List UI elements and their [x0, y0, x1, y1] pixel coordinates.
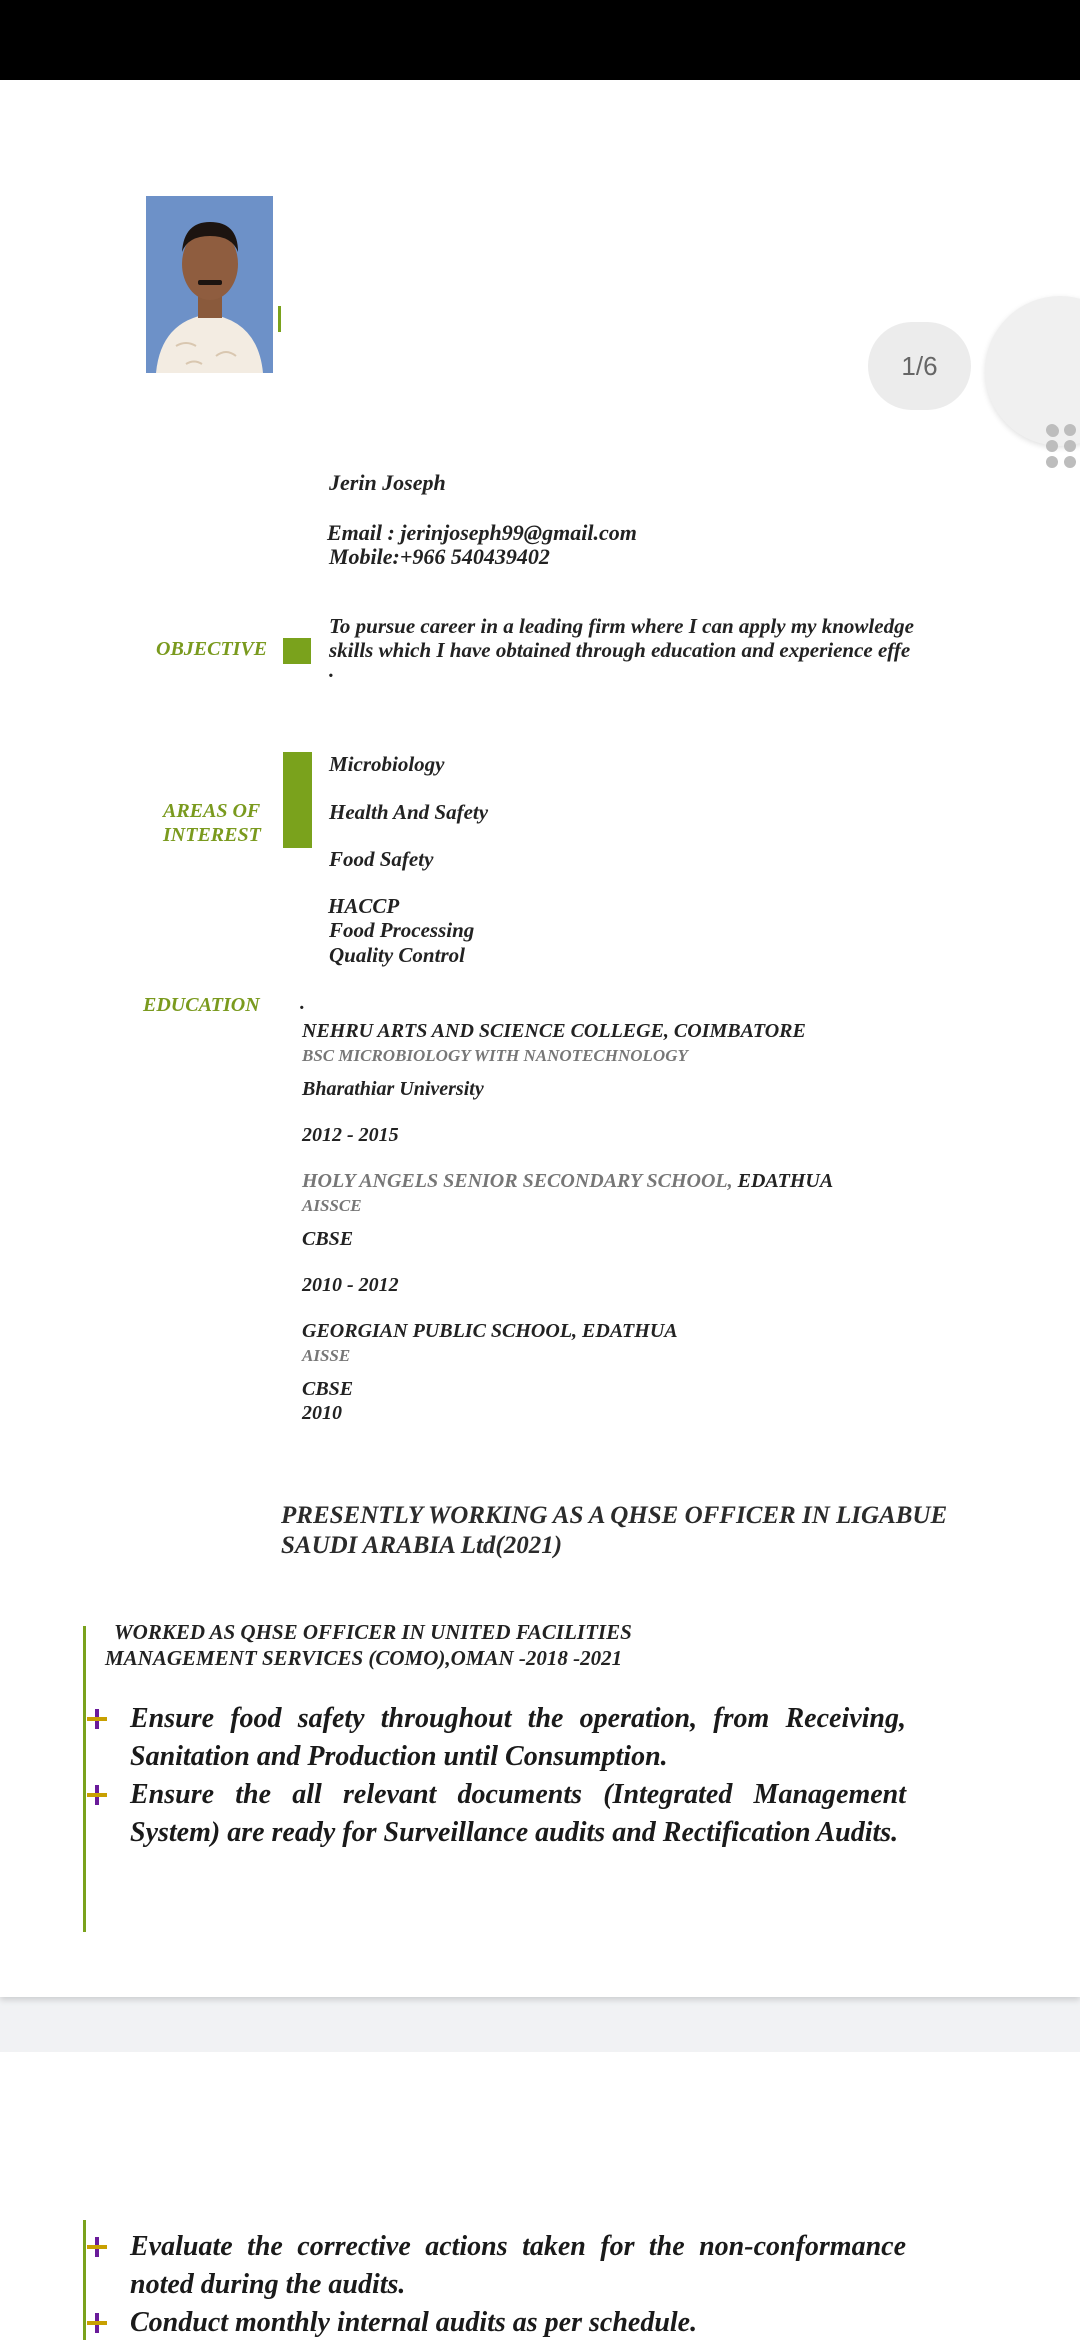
edu3-exam: AISSE — [302, 1346, 351, 1365]
mobile-line: Mobile:+966 540439402 — [329, 544, 550, 569]
plus-bullet-icon — [86, 1708, 108, 1730]
list-item: Evaluate the corrective actions taken for the non-conformance noted during the audits. — [86, 2228, 906, 2304]
grid-dots-icon — [1046, 424, 1080, 474]
email-line: Email : jerinjoseph99@gmail.com — [327, 520, 637, 545]
interest-item: Food Processing — [329, 918, 475, 942]
present-job-line-1: PRESENTLY WORKING AS A QHSE OFFICER IN LIGABUE — [281, 1502, 948, 1529]
present-job-line-2: SAUDI ARABIA Ltd(2021) — [281, 1532, 563, 1559]
plus-bullet-icon — [86, 2312, 108, 2334]
edu2-school-part1: HOLY ANGELS SENIOR SECONDARY SCHOOL, — [302, 1170, 733, 1192]
interest-item: Microbiology — [329, 752, 445, 776]
areas-accent-bar — [283, 752, 312, 848]
status-bar — [0, 0, 1080, 80]
edu3-school: GEORGIAN PUBLIC SCHOOL, EDATHUA — [302, 1320, 678, 1342]
edu2-years: 2010 - 2012 — [302, 1274, 399, 1296]
profile-photo — [146, 196, 273, 373]
duties-list-page-2 — [86, 2228, 906, 2340]
areas-label-line-1: AREAS OF — [163, 800, 261, 822]
plus-bullet-icon — [86, 2236, 108, 2258]
objective-text-line-2: skills which I have obtained through education and experience effe — [329, 638, 911, 662]
edu1-years: 2012 - 2015 — [302, 1124, 399, 1146]
photo-accent-bar — [278, 306, 281, 332]
plus-bullet-icon — [86, 1784, 108, 1806]
objective-text-line-1: To pursue career in a leading firm where I can apply my knowledge — [329, 614, 914, 638]
edu3-board: CBSE — [302, 1378, 354, 1400]
interest-item: Quality Control — [329, 943, 465, 967]
interest-item: HACCP — [328, 894, 400, 918]
objective-label: OBJECTIVE — [156, 638, 268, 660]
edu2-school — [302, 1170, 833, 1193]
edu2-exam: AISSCE — [302, 1196, 362, 1215]
edu3-year: 2010 — [302, 1402, 342, 1424]
worked-line-1: WORKED AS QHSE OFFICER IN UNITED FACILITIES — [114, 1620, 632, 1644]
objective-text-line-3: . — [329, 658, 335, 682]
edu2-board: CBSE — [302, 1228, 354, 1250]
education-label: EDUCATION — [143, 994, 260, 1016]
list-item: Ensure food safety throughout the operation, from Receiving, Sanitation and Production until Consumption. — [86, 1700, 906, 1776]
worked-line-2: MANAGEMENT SERVICES (COMO),OMAN -2018 -2021 — [105, 1646, 623, 1670]
interest-item: Food Safety — [329, 847, 434, 871]
edu1-college: NEHRU ARTS AND SCIENCE COLLEGE, COIMBATORE — [302, 1020, 806, 1042]
objective-accent-bar — [283, 638, 311, 664]
edu1-university: Bharathiar University — [302, 1078, 484, 1100]
page-counter: 1/6 — [868, 322, 971, 410]
list-item: Conduct monthly internal audits as per schedule. — [86, 2304, 906, 2340]
edu2-school-part2: EDATHUA — [737, 1170, 834, 1192]
duties-list-page-1 — [86, 1700, 906, 1852]
education-dot: . — [300, 992, 305, 1014]
candidate-name: Jerin Joseph — [329, 470, 446, 495]
areas-label-line-2: INTEREST — [163, 824, 261, 846]
edu1-degree: BSC MICROBIOLOGY WITH NANOTECHNOLOGY — [302, 1046, 688, 1065]
interest-item: Health And Safety — [329, 800, 489, 824]
document-page-2 — [0, 2052, 1080, 2340]
list-item: Ensure the all relevant documents (Integrated Management System) are ready for Surveillance audits and Rectification Audits. — [86, 1776, 906, 1852]
